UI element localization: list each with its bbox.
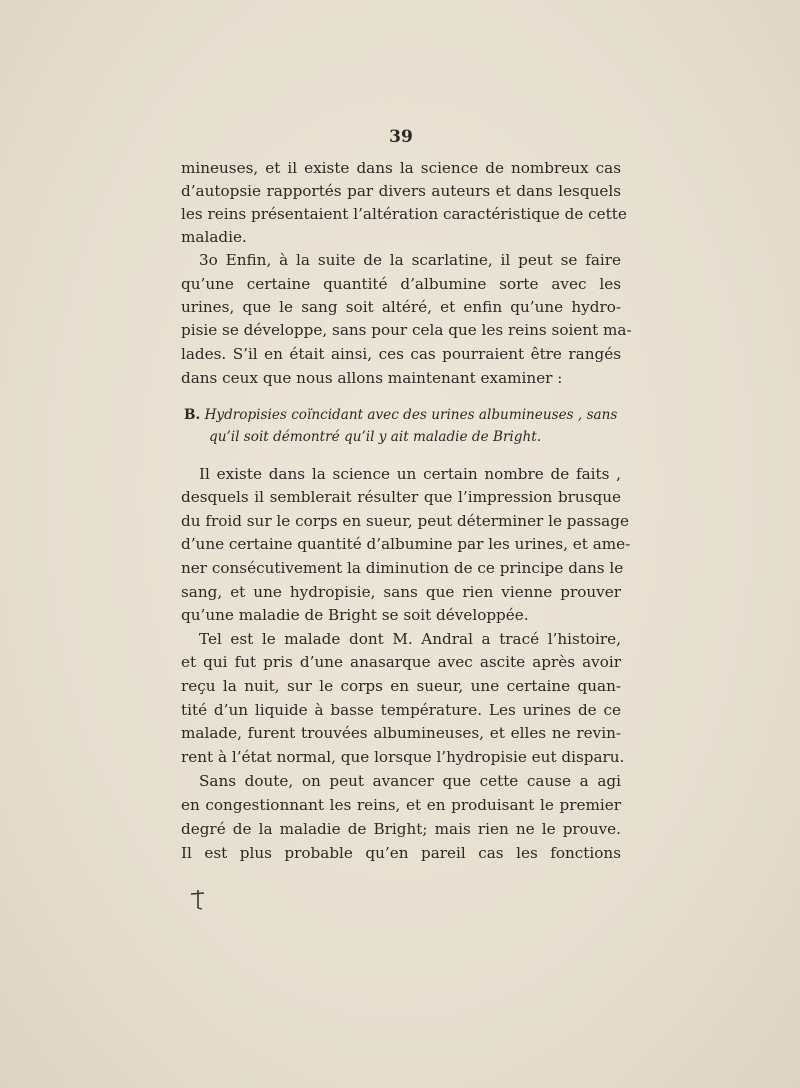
- text-line: urines, que le sang soit altéré, et enfin qu’une hydro-: [181, 298, 621, 316]
- text-line: d’autopsie rapportés par divers auteurs et dans lesquels: [181, 182, 621, 200]
- text-line: maladie.: [181, 228, 247, 246]
- text-line: qu’une certaine quantité d’albumine sorte avec les: [181, 275, 621, 293]
- text-line: malade, furent trouvées albumineuses, et elles ne revin-: [181, 724, 621, 742]
- text-line: en congestionnant les reins, et en produisant le premier: [181, 796, 621, 814]
- section-heading-line-1: Hydropisies coïncidant avec des urines albumineuses , sans: [204, 407, 618, 423]
- text-line: lades. S’il en était ainsi, ces cas pourraient être rangés: [181, 345, 621, 363]
- text-line: mineuses, et il existe dans la science de nombreux cas: [181, 159, 621, 177]
- text-line: du froid sur le corps en sueur, peut déterminer le passage: [181, 512, 629, 530]
- text-line: et qui fut pris d’une anasarque avec ascite après avoir: [181, 653, 621, 671]
- signature-mark: [190, 888, 206, 914]
- text-line: ner consécutivement la diminution de ce principe dans le: [181, 559, 624, 577]
- text-line: qu’une maladie de Bright se soit développée.: [181, 606, 529, 624]
- text-line: 3o Enfin, à la suite de la scarlatine, il peut se faire: [199, 251, 621, 269]
- text-line: rent à l’état normal, que lorsque l’hydropisie eut disparu.: [181, 748, 625, 766]
- text-line: d’une certaine quantité d’albumine par les urines, et ame-: [181, 535, 631, 553]
- text-line: dans ceux que nous allons maintenant examiner :: [181, 369, 563, 387]
- text-line: degré de la maladie de Bright; mais rien ne le prouve.: [181, 820, 621, 838]
- text-line: Sans doute, on peut avancer que cette cause a agi: [199, 772, 621, 790]
- text-line: pisie se développe, sans pour cela que les reins soient ma-: [181, 321, 632, 339]
- page-number: 39: [389, 127, 413, 147]
- text-line: Il existe dans la science un certain nombre de faits ,: [199, 465, 621, 483]
- text-line: sang, et une hydropisie, sans que rien vienne prouver: [181, 583, 621, 601]
- text-line: desquels il semblerait résulter que l’impression brusque: [181, 488, 621, 506]
- section-heading-line-2: qu’il soit démontré qu’il y ait maladie de Bright.: [209, 429, 542, 445]
- text-line: les reins présentaient l’altération caractéristique de cette: [181, 205, 627, 223]
- text-line: reçu la nuit, sur le corps en sueur, une certaine quan-: [181, 677, 621, 695]
- text-line: Tel est le malade dont M. Andral a tracé l’histoire,: [199, 630, 621, 648]
- text-line: tité d’un liquide à basse température. Les urines de ce: [181, 701, 621, 719]
- text-line: Il est plus probable qu’en pareil cas les fonctions: [181, 844, 621, 862]
- section-heading: [184, 406, 617, 424]
- section-label: B.: [184, 407, 201, 423]
